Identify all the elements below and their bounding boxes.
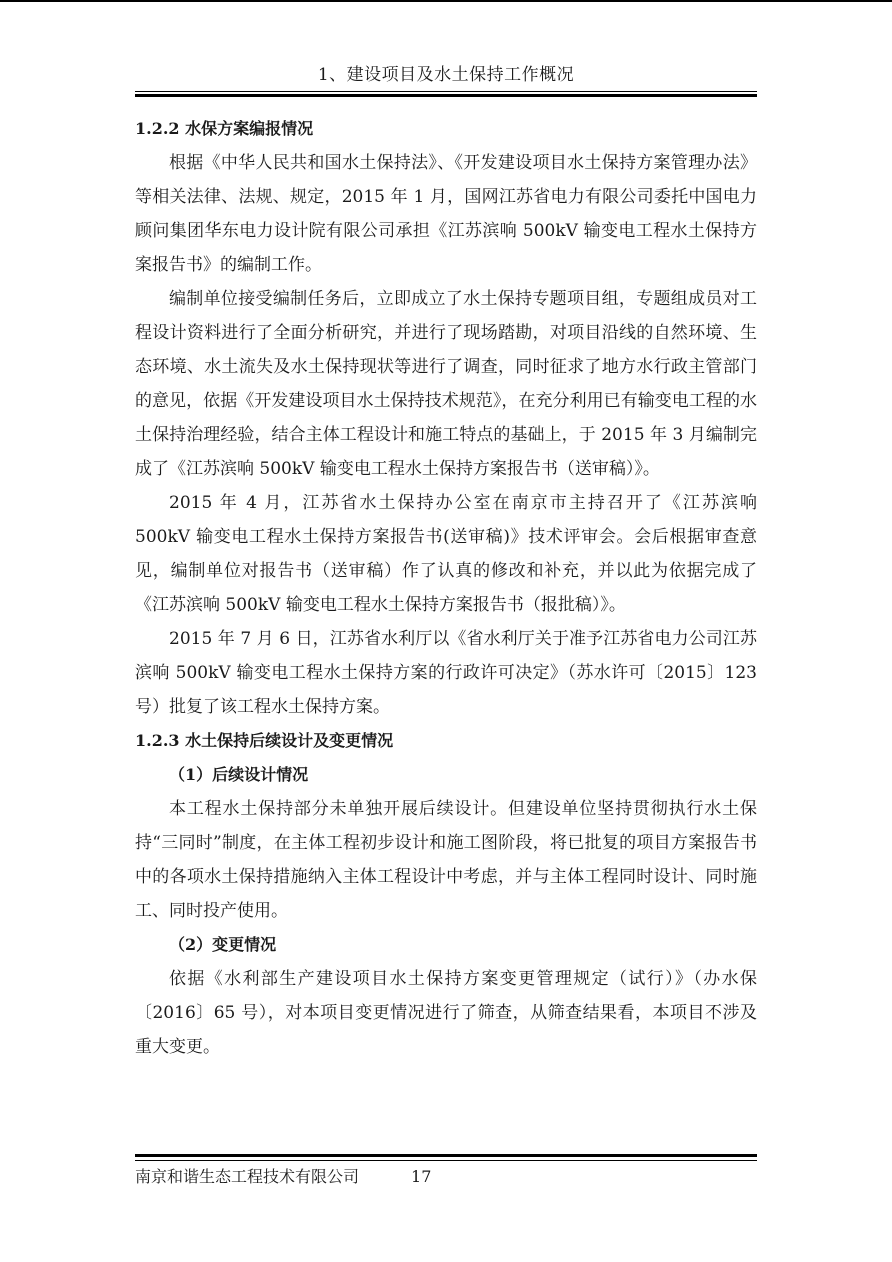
footer-rule-thick [135,1154,757,1157]
footer-rule-thin [135,1160,757,1161]
page-number: 17 [411,1167,432,1186]
section-heading-1-2-2: 1.2.2 水保方案编报情况 [135,119,314,138]
body-paragraph: 2015 年 4 月，江苏省水土保持办公室在南京市主持召开了《江苏滨响 500kV 输变电工程水土保持方案报告书(送审稿)》技术评审会。会后根据审查意见，编制单位对报告书（送审稿）作了认真的修改和补充，并以此为依据完成了《江苏滨响 500kV 输变电工程水土保持方案报告书（报批稿）》。 [135,493,757,615]
body-paragraph: 本工程水土保持部分未单独开展后续设计。但建设单位坚持贯彻执行水土保持“三同时”制度，在主体工程初步设计和施工图阶段，将已批复的项目方案报告书中的各项水土保持措施纳入主体工程设计中考虑，并与主体工程同时设计、同时施工、同时投产使用。 [135,799,757,921]
section-heading-1-2-3: 1.2.3 水土保持后续设计及变更情况 [135,731,394,750]
header-rule-thick [135,94,757,97]
running-header: 1、建设项目及水土保持工作概况 [317,65,575,85]
page-body [135,112,757,1064]
body-paragraph: 2015 年 7 月 6 日，江苏省水利厅以《省水利厅关于准予江苏省电力公司江苏滨响 500kV 输变电工程水土保持方案的行政许可决定》（苏水许可〔2015〕123 号）批复了该工程水土保持方案。 [135,629,757,717]
body-paragraph: 依据《水利部生产建设项目水土保持方案变更管理规定（试行）》（办水保〔2016〕65 号），对本项目变更情况进行了筛查，从筛查结果看，本项目不涉及重大变更。 [135,969,757,1057]
footer-company: 南京和谐生态工程技术有限公司 [135,1167,360,1186]
subsection-heading-followup-design: （1）后续设计情况 [169,765,309,784]
body-paragraph: 根据《中华人民共和国水土保持法》、《开发建设项目水土保持方案管理办法》等相关法律、法规、规定，2015 年 1 月，国网江苏省电力有限公司委托中国电力顾问集团华东电力设计院有限公司承担《江苏滨响 500kV 输变电工程水土保持方案报告书》的编制工作。 [135,153,757,275]
subsection-heading-changes: （2）变更情况 [169,935,277,954]
header-rule-thin [135,91,757,92]
page-top-border [0,0,892,2]
page-footer [135,1166,431,1188]
body-paragraph: 编制单位接受编制任务后，立即成立了水土保持专题项目组，专题组成员对工程设计资料进行了全面分析研究，并进行了现场踏勘，对项目沿线的自然环境、生态环境、水土流失及水土保持现状等进行了调查，同时征求了地方水行政主管部门的意见，依据《开发建设项目水土保持技术规范》，在充分利用已有输变电工程的水土保持治理经验，结合主体工程设计和施工特点的基础上，于 2015 年 3 月编制完成了《江苏滨响 500kV 输变电工程水土保持方案报告书（送审稿）》。 [135,289,757,479]
